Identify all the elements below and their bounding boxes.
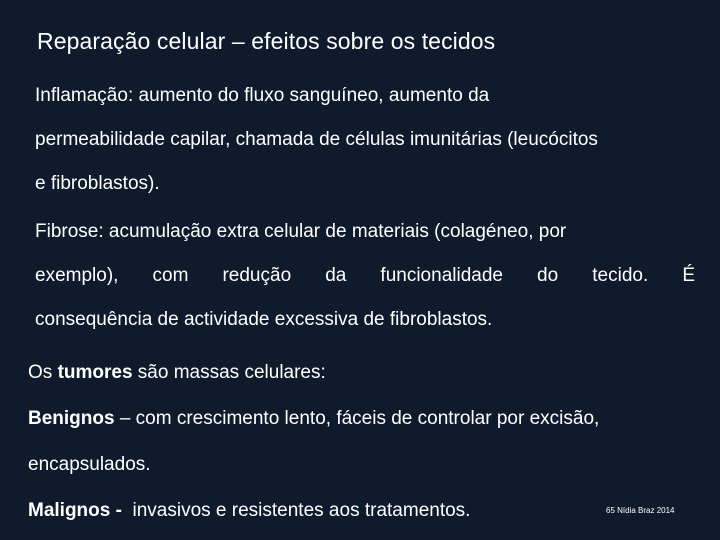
benignos-label: Benignos: [28, 408, 115, 429]
inflamacao-line-3: e fibroblastos).: [35, 173, 160, 194]
inflamacao-paragraph: [35, 74, 695, 206]
slide-title: Reparação celular – efeitos sobre os tecidos: [37, 28, 496, 54]
tumores-intro-suffix: são massas celulares:: [132, 362, 326, 383]
fibrose-line-3: consequência de actividade excessiva de fibroblastos.: [35, 309, 493, 330]
slide-footer: 65 Nídia Braz 2014: [606, 506, 675, 515]
tumores-intro: [28, 350, 708, 396]
inflamacao-line-2: permeabilidade capilar, chamada de células imunitárias (leucócitos: [35, 129, 598, 150]
tumores-keyword: tumores: [57, 362, 133, 383]
malignos-label: Malignos -: [28, 500, 122, 521]
benignos-line: [28, 396, 708, 442]
inflamacao-line-1: Inflamação: aumento do fluxo sanguíneo, aumento da: [35, 85, 490, 106]
fibrose-paragraph: [35, 210, 695, 342]
tumores-intro-prefix: Os: [28, 362, 58, 383]
malignos-text: invasivos e resistentes aos tratamentos.: [121, 500, 471, 521]
fibrose-line-1: Fibrose: acumulação extra celular de materiais (colagéneo, por: [35, 221, 567, 242]
benignos-line-2: encapsulados.: [28, 454, 151, 475]
benignos-text: – com crescimento lento, fáceis de controlar por excisão,: [114, 408, 600, 429]
fibrose-line-2: exemplo), com redução da funcionalidade do tecido. É: [35, 265, 695, 286]
